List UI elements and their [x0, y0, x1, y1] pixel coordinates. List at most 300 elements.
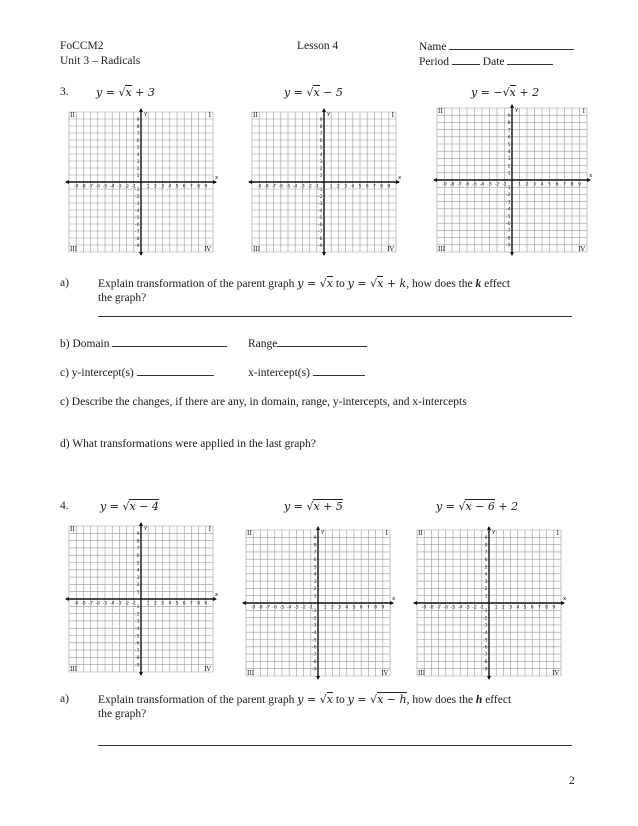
- y-axis-label: y: [144, 111, 148, 117]
- y-tick-label: -5: [134, 215, 140, 221]
- quadrant-label: III: [253, 246, 261, 253]
- x-tick-label: -2: [124, 184, 129, 190]
- x-tick-label: 4: [168, 184, 172, 190]
- quadrant-label: IV: [204, 666, 211, 673]
- y-tick-label: -4: [505, 207, 511, 213]
- unit-title: Unit 3 – Radicals: [60, 55, 141, 67]
- x-tick-label: 2: [525, 182, 529, 188]
- question-4a-text: Explain transformation of the parent graph y = √x to y = √x − h, how does the h effect: [98, 693, 512, 706]
- y-tick-label: 9: [313, 536, 317, 542]
- question-4a-text-cont: the graph?: [98, 708, 147, 720]
- x-tick-label: -3: [465, 605, 470, 611]
- x-arrow-icon: [433, 178, 437, 182]
- quadrant-label: III: [70, 246, 78, 253]
- x-tick-label: -2: [494, 182, 500, 188]
- coordinate-grid-4c[interactable]: [408, 522, 570, 684]
- y-tick-label: 8: [507, 121, 511, 127]
- y-arrow-icon: [322, 252, 326, 256]
- x-tick-label: -3: [117, 601, 122, 607]
- y-axis-label: y: [492, 529, 496, 535]
- y-tick-label: 3: [313, 579, 317, 585]
- y-tick-label: -8: [505, 236, 511, 242]
- y-tick-label: 9: [136, 117, 140, 123]
- y-tick-label: 4: [136, 152, 140, 158]
- y-tick-label: 2: [319, 166, 323, 172]
- y-tick-label: -1: [311, 609, 317, 615]
- x-tick-label: 6: [555, 182, 559, 188]
- x-tick-label: 9: [204, 184, 208, 190]
- y-tick-label: 2: [136, 583, 140, 589]
- x-tick-label: -6: [278, 184, 284, 190]
- domain-label: b) Domain: [60, 338, 110, 350]
- x-axis-label: x: [589, 173, 593, 179]
- question-3a-text: Explain transformation of the parent graph y = √x to y = √x + k, how does the k effect: [98, 277, 511, 290]
- question-3a-text-cont: the graph?: [98, 292, 147, 304]
- x-tick-label: 3: [344, 184, 348, 190]
- y-tick-label: -1: [134, 605, 140, 611]
- y-tick-label: -1: [505, 186, 511, 191]
- y-tick-label: 5: [136, 145, 140, 151]
- x-tick-label: -4: [479, 182, 485, 188]
- y-tick-label: 8: [136, 124, 140, 130]
- x-tick-label: -7: [265, 605, 270, 611]
- x-tick-label: -6: [443, 605, 449, 611]
- y-tick-label: 7: [136, 546, 140, 552]
- x-tick-label: 1: [323, 605, 327, 611]
- quadrant-label: III: [70, 666, 78, 673]
- x-tick-label: 2: [330, 605, 334, 611]
- x-tick-label: 5: [352, 605, 356, 611]
- problem-4-function-3: y = √x − 6 + 2: [436, 500, 519, 513]
- quadrant-label: IV: [381, 670, 388, 677]
- problem-4-function-2: y = √x + 5: [284, 500, 343, 513]
- y-tick-label: 5: [507, 142, 511, 148]
- x-tick-label: 8: [197, 184, 201, 190]
- x-tick-label: 2: [153, 601, 157, 607]
- quadrant-label: I: [391, 112, 394, 119]
- x-tick-label: 8: [374, 605, 378, 611]
- y-tick-label: 7: [136, 131, 140, 137]
- coordinate-grid-4a[interactable]: [60, 518, 222, 680]
- quadrant-label: II: [247, 530, 252, 537]
- y-arrow-icon: [139, 108, 143, 112]
- x-tick-label: -8: [258, 605, 263, 611]
- y-tick-label: 1: [136, 590, 140, 596]
- y-tick-label: 2: [507, 164, 511, 170]
- y-tick-label: 1: [319, 173, 323, 179]
- x-tick-label: -4: [457, 605, 463, 611]
- y-tick-label: -7: [505, 229, 511, 235]
- y-tick-label: 3: [319, 159, 323, 165]
- x-tick-label: 7: [366, 605, 370, 611]
- quadrant-label: IV: [387, 246, 394, 253]
- y-intercept-field[interactable]: [60, 366, 214, 379]
- period-label: Period: [419, 56, 450, 68]
- x-tick-label: 7: [563, 182, 566, 188]
- x-tick-label: 5: [358, 184, 362, 190]
- date-label: Date: [482, 56, 505, 68]
- x-tick-label: -5: [285, 184, 291, 190]
- y-tick-label: 9: [484, 536, 488, 542]
- x-tick-label: -1: [314, 184, 320, 190]
- x-tick-label: -4: [109, 601, 115, 607]
- y-tick-label: 3: [136, 159, 140, 165]
- quadrant-label: II: [418, 530, 423, 537]
- y-tick-label: 2: [313, 587, 317, 593]
- x-axis-label: x: [563, 596, 567, 602]
- x-tick-label: 3: [338, 605, 342, 611]
- y-tick-label: 1: [484, 594, 488, 600]
- y-tick-label: -3: [482, 623, 488, 629]
- y-tick-label: 8: [136, 539, 140, 545]
- y-tick-label: -2: [134, 612, 140, 618]
- y-tick-label: 4: [313, 572, 317, 578]
- x-tick-label: -6: [464, 182, 470, 188]
- y-tick-label: -6: [134, 222, 140, 228]
- quadrant-label: I: [385, 530, 388, 537]
- question-3d: d) What transformations were applied in the last graph?: [60, 438, 316, 450]
- x-tick-label: -7: [88, 601, 93, 607]
- quadrant-label: II: [438, 108, 443, 115]
- y-arrow-icon: [139, 672, 143, 676]
- quadrant-label: III: [247, 670, 255, 677]
- y-tick-label: -2: [311, 616, 317, 622]
- quadrant-label: I: [556, 530, 559, 537]
- quadrant-label: II: [70, 526, 75, 533]
- x-tick-label: 7: [537, 605, 541, 611]
- y-tick-label: -2: [505, 193, 511, 199]
- y-tick-label: 5: [319, 145, 323, 151]
- x-tick-label: -1: [479, 605, 485, 611]
- domain-field[interactable]: [60, 337, 227, 350]
- y-tick-label: -7: [317, 229, 323, 235]
- name-label: Name: [419, 41, 447, 53]
- x-tick-label: -7: [436, 605, 441, 611]
- quadrant-label: IV: [204, 246, 211, 253]
- x-arrow-icon: [242, 601, 246, 605]
- y-tick-label: -8: [317, 236, 323, 242]
- x-tick-label: -2: [124, 601, 129, 607]
- x-tick-label: 6: [365, 184, 369, 190]
- quadrant-label: IV: [578, 246, 585, 253]
- y-tick-label: 9: [319, 117, 323, 123]
- y-tick-label: -7: [311, 652, 317, 658]
- y-tick-label: 9: [136, 532, 140, 538]
- question-3c-describe: c) Describe the changes, if there are any, in domain, range, y-intercepts, and x-intercepts: [60, 396, 467, 408]
- x-tick-label: 5: [548, 182, 551, 188]
- x-tick-label: 3: [161, 184, 165, 190]
- x-tick-label: 4: [540, 182, 544, 188]
- problem-3-function-3: y = −√x + 2: [471, 86, 540, 99]
- x-tick-label: -9: [421, 605, 427, 611]
- y-tick-label: 4: [507, 150, 511, 155]
- x-tick-label: 4: [351, 184, 355, 190]
- quadrant-label: III: [438, 246, 446, 253]
- y-tick-label: 5: [484, 565, 488, 571]
- x-tick-label: -2: [472, 605, 477, 611]
- y-tick-label: -2: [482, 616, 488, 622]
- answer-line-4a[interactable]: [98, 745, 572, 746]
- x-tick-label: -5: [450, 605, 456, 611]
- x-tick-label: 3: [533, 182, 536, 188]
- quadrant-label: III: [418, 670, 426, 677]
- x-tick-label: -7: [271, 184, 276, 190]
- y-tick-label: 8: [484, 543, 488, 549]
- problem-3-number: 3.: [60, 86, 69, 98]
- course-name: FoCCM2: [60, 40, 104, 52]
- y-axis-label: y: [515, 107, 519, 113]
- y-tick-label: -5: [482, 638, 488, 644]
- y-arrow-icon: [510, 252, 514, 256]
- y-tick-label: 4: [484, 572, 488, 578]
- y-tick-label: -3: [317, 201, 323, 207]
- x-tick-label: 2: [153, 184, 157, 190]
- y-tick-label: 7: [484, 550, 488, 556]
- y-tick-label: -9: [134, 663, 140, 669]
- y-tick-label: 6: [136, 138, 140, 144]
- y-arrow-icon: [487, 526, 491, 530]
- x-tick-label: -4: [292, 184, 298, 190]
- x-tick-label: 5: [523, 605, 527, 611]
- y-tick-label: -4: [311, 631, 317, 636]
- y-tick-label: 4: [136, 568, 140, 574]
- y-tick-label: 6: [319, 138, 323, 144]
- y-arrow-icon: [316, 676, 320, 680]
- x-tick-label: 1: [146, 184, 150, 190]
- x-tick-label: -2: [307, 184, 312, 190]
- x-tick-label: 2: [501, 605, 505, 611]
- x-tick-label: 5: [175, 601, 179, 607]
- problem-3-function-1: y = √x + 3: [96, 86, 155, 99]
- y-tick-label: 8: [313, 543, 317, 549]
- y-tick-label: 7: [507, 128, 511, 134]
- quadrant-label: I: [582, 108, 585, 115]
- y-tick-label: 2: [484, 587, 488, 593]
- x-tick-label: -9: [442, 182, 447, 188]
- y-tick-label: 1: [507, 171, 511, 177]
- x-tick-label: -1: [502, 182, 507, 188]
- x-tick-label: -8: [449, 182, 455, 188]
- x-tick-label: 3: [509, 605, 513, 611]
- y-tick-label: -9: [317, 243, 323, 249]
- range-field[interactable]: [248, 337, 367, 350]
- x-tick-label: -3: [117, 184, 122, 190]
- y-tick-label: -9: [134, 243, 140, 249]
- x-tick-label: 9: [204, 601, 208, 607]
- x-tick-label: 1: [518, 182, 521, 188]
- quadrant-label: II: [70, 112, 75, 119]
- y-tick-label: -6: [134, 641, 140, 647]
- x-tick-label: -3: [300, 184, 305, 190]
- y-tick-label: -7: [134, 229, 140, 235]
- y-tick-label: -8: [134, 236, 140, 242]
- quadrant-label: II: [253, 112, 258, 119]
- x-tick-label: 9: [578, 182, 581, 188]
- x-tick-label: 9: [381, 605, 385, 611]
- x-tick-label: 3: [161, 601, 165, 607]
- x-arrow-icon: [413, 601, 417, 605]
- y-tick-label: 1: [136, 173, 140, 179]
- x-tick-label: -9: [73, 601, 79, 607]
- y-tick-label: -4: [482, 631, 488, 636]
- y-tick-label: 7: [313, 550, 317, 556]
- coordinate-grid-4b[interactable]: [237, 522, 399, 684]
- name-field[interactable]: [419, 40, 574, 53]
- y-tick-label: -6: [311, 645, 317, 651]
- x-tick-label: -3: [487, 182, 492, 188]
- x-tick-label: -9: [256, 184, 262, 190]
- y-tick-label: 9: [507, 114, 511, 119]
- x-tick-label: 6: [359, 605, 363, 611]
- y-tick-label: -4: [317, 208, 323, 214]
- x-tick-label: -8: [264, 184, 269, 190]
- y-tick-label: 4: [319, 152, 323, 158]
- x-tick-label: 6: [182, 184, 186, 190]
- x-tick-label: 4: [168, 601, 172, 607]
- y-tick-label: 3: [507, 157, 511, 163]
- y-tick-label: 7: [319, 131, 323, 137]
- y-arrow-icon: [139, 522, 143, 526]
- x-tick-label: -4: [109, 184, 115, 190]
- y-axis-label: y: [144, 525, 148, 531]
- answer-line-3a[interactable]: [98, 316, 572, 317]
- x-tick-label: 7: [372, 184, 376, 190]
- problem-4-function-1: y = √x − 4: [100, 500, 159, 513]
- y-tick-label: -5: [317, 215, 323, 221]
- y-tick-label: -8: [311, 660, 317, 666]
- y-arrow-icon: [139, 252, 143, 256]
- x-tick-label: 4: [345, 605, 349, 611]
- y-tick-label: -2: [134, 194, 140, 200]
- range-label: Range: [248, 338, 278, 350]
- y-tick-label: -3: [311, 623, 317, 629]
- x-tick-label: -6: [95, 184, 101, 190]
- x-tick-label: 1: [494, 605, 498, 611]
- x-tick-label: 8: [570, 182, 574, 188]
- x-tick-label: -5: [472, 182, 477, 188]
- y-tick-label: -1: [134, 187, 140, 193]
- problem-4-number: 4.: [60, 500, 69, 512]
- page-number: 2: [569, 775, 575, 787]
- y-tick-label: -3: [505, 200, 511, 206]
- x-intercept-field[interactable]: [248, 366, 365, 379]
- y-tick-label: 2: [136, 166, 140, 172]
- y-tick-label: 6: [136, 554, 140, 559]
- x-tick-label: -5: [102, 184, 108, 190]
- x-tick-label: 8: [197, 601, 201, 607]
- quadrant-label: IV: [552, 670, 559, 677]
- x-tick-label: -1: [131, 601, 137, 607]
- y-tick-label: -5: [505, 214, 511, 220]
- y-tick-label: -9: [505, 243, 511, 249]
- x-axis-label: x: [215, 175, 219, 181]
- x-tick-label: -8: [429, 605, 434, 611]
- y-tick-label: -3: [134, 201, 140, 207]
- y-tick-label: -5: [311, 638, 317, 644]
- question-4a-label: a): [60, 693, 69, 705]
- x-tick-label: -9: [250, 605, 256, 611]
- y-tick-label: -1: [482, 609, 488, 615]
- x-tick-label: -5: [102, 601, 108, 607]
- x-tick-label: -4: [286, 605, 292, 611]
- x-tick-label: -2: [301, 605, 306, 611]
- y-arrow-icon: [322, 108, 326, 112]
- y-tick-label: -1: [317, 187, 323, 193]
- x-tick-label: -6: [95, 601, 101, 607]
- x-tick-label: 7: [189, 184, 193, 190]
- y-tick-label: -4: [134, 627, 140, 632]
- y-tick-label: 6: [313, 558, 317, 563]
- y-tick-label: -4: [134, 208, 140, 214]
- x-tick-label: 1: [146, 601, 150, 607]
- y-tick-label: -2: [317, 194, 323, 200]
- lesson-title: Lesson 4: [297, 40, 339, 52]
- x-tick-label: 6: [182, 601, 186, 607]
- x-tick-label: -8: [81, 601, 86, 607]
- x-tick-label: -6: [272, 605, 278, 611]
- x-tick-label: -7: [88, 184, 93, 190]
- x-tick-label: 5: [175, 184, 179, 190]
- y-tick-label: -8: [482, 660, 488, 666]
- x-arrow-icon: [248, 180, 252, 184]
- x-tick-label: -9: [73, 184, 79, 190]
- quadrant-label: I: [208, 526, 211, 533]
- x-tick-label: 1: [329, 184, 333, 190]
- problem-3-function-2: y = √x − 5: [284, 86, 343, 99]
- x-arrow-icon: [65, 597, 69, 601]
- coordinate-grid-3c[interactable]: [428, 100, 596, 260]
- x-tick-label: -5: [279, 605, 285, 611]
- y-tick-label: 3: [484, 579, 488, 585]
- x-tick-label: -1: [131, 184, 137, 190]
- period-date-field[interactable]: [419, 55, 553, 68]
- y-tick-label: 6: [484, 558, 488, 563]
- y-tick-label: -7: [482, 652, 488, 658]
- x-tick-label: 8: [545, 605, 549, 611]
- y-tick-label: 8: [319, 124, 323, 130]
- x-tick-label: 9: [387, 184, 391, 190]
- y-tick-label: -9: [482, 667, 488, 673]
- x-tick-label: 7: [189, 601, 193, 607]
- y-intercept-label: c) y-intercept(s): [60, 367, 134, 379]
- x-tick-label: -1: [308, 605, 314, 611]
- coordinate-grid-3a[interactable]: [60, 104, 222, 260]
- y-axis-label: y: [327, 111, 331, 117]
- x-intercept-label: x-intercept(s): [248, 367, 310, 379]
- coordinate-grid-3b[interactable]: [243, 104, 405, 260]
- x-axis-label: x: [398, 175, 402, 181]
- y-arrow-icon: [487, 676, 491, 680]
- y-tick-label: -3: [134, 619, 140, 625]
- y-tick-label: -6: [317, 222, 323, 228]
- x-tick-label: -8: [81, 184, 86, 190]
- y-arrow-icon: [510, 104, 514, 108]
- x-axis-label: x: [392, 596, 396, 602]
- y-tick-label: 1: [313, 594, 317, 600]
- y-tick-label: 6: [507, 135, 511, 141]
- x-tick-label: 9: [552, 605, 556, 611]
- x-tick-label: 6: [530, 605, 534, 611]
- x-tick-label: 4: [516, 605, 520, 611]
- y-tick-label: -7: [134, 648, 140, 654]
- y-tick-label: -9: [311, 667, 317, 673]
- question-3a-label: a): [60, 277, 69, 289]
- y-tick-label: 5: [136, 561, 140, 567]
- y-tick-label: -8: [134, 656, 140, 662]
- x-arrow-icon: [65, 180, 69, 184]
- x-axis-label: x: [215, 592, 219, 598]
- x-tick-label: 8: [380, 184, 384, 190]
